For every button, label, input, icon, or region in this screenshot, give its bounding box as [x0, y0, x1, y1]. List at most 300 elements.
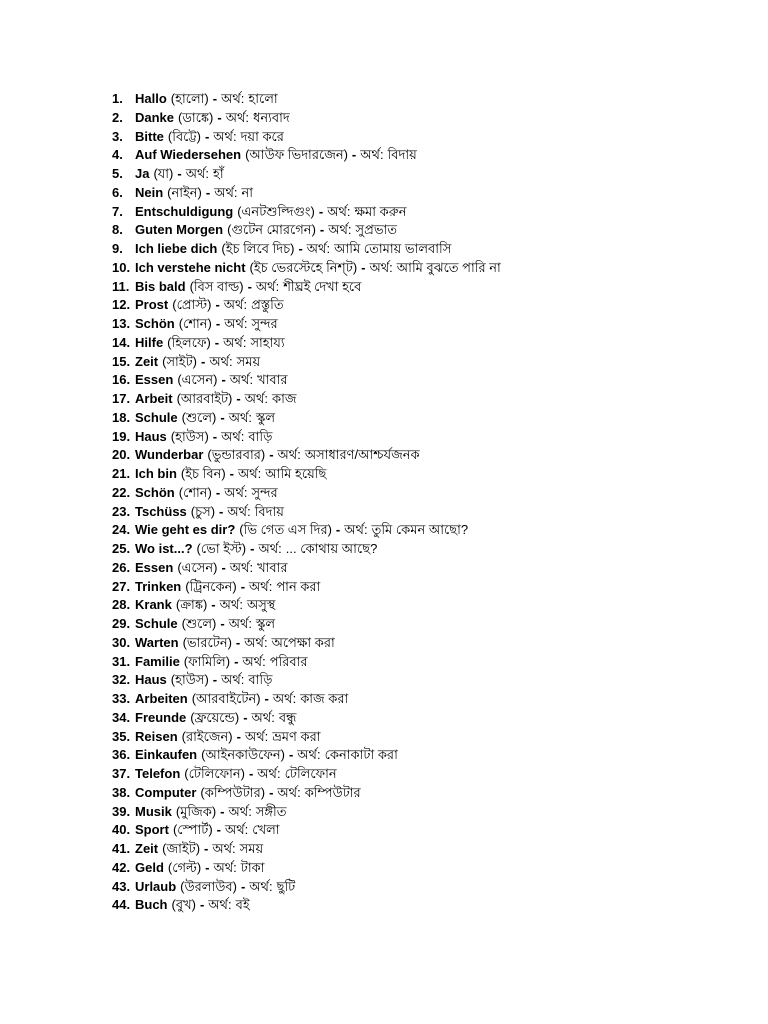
- meaning-label: অর্থ:: [255, 278, 280, 294]
- item-number: 4.: [112, 147, 123, 163]
- bengali-meaning: কাজ: [272, 391, 297, 406]
- german-word: Bis bald: [135, 278, 186, 294]
- bengali-meaning: হাঁ: [213, 166, 224, 181]
- item-number: 8.: [112, 222, 123, 238]
- separator-dash: -: [215, 297, 220, 313]
- pronunciation: (ট্রিনকেন): [185, 578, 237, 594]
- bengali-meaning: ধন্যবাদ: [253, 109, 290, 125]
- vocab-item: [112, 878, 501, 897]
- separator-dash: -: [216, 822, 221, 838]
- meaning-label: অর্থ:: [221, 672, 245, 688]
- vocab-item: [112, 446, 501, 465]
- meaning-label: অর্থ:: [212, 841, 236, 856]
- vocab-item: [112, 334, 501, 353]
- pronunciation: (ভি গেত এস দির): [239, 522, 332, 538]
- item-number: 37.: [112, 766, 131, 781]
- pronunciation: (শোন): [178, 484, 212, 500]
- separator-dash: -: [240, 878, 246, 894]
- separator-dash: -: [247, 278, 252, 294]
- separator-dash: -: [235, 634, 241, 650]
- vocab-item: [112, 203, 501, 222]
- german-word: Telefon: [135, 766, 181, 781]
- separator-dash: -: [215, 484, 221, 500]
- pronunciation: (শোন): [178, 316, 212, 331]
- meaning-label: অর্থ:: [328, 222, 352, 238]
- separator-dash: -: [204, 841, 209, 856]
- meaning-label: অর্থ:: [297, 747, 321, 763]
- item-number: 2.: [112, 109, 123, 125]
- bengali-meaning: হালো: [248, 91, 278, 106]
- pronunciation: (এনটশুল্দিগুং): [237, 203, 315, 219]
- item-number: 23.: [112, 503, 131, 519]
- bengali-meaning: আমি তোমায় ভালবাসি: [334, 241, 452, 256]
- item-number: 35.: [112, 728, 131, 744]
- bengali-meaning: অসাধারণ/আশ্চর্যজনক: [304, 447, 420, 463]
- item-number: 30.: [112, 634, 131, 650]
- separator-dash: -: [219, 503, 224, 519]
- pronunciation: (ইচ ভেরস্টেহে নিশ্ট): [249, 259, 358, 275]
- german-word: Familie: [135, 653, 180, 669]
- bengali-meaning: স্কুল: [256, 616, 276, 631]
- vocab-item: [112, 390, 501, 409]
- vocab-item: [112, 615, 501, 634]
- bengali-meaning: ছুটি: [276, 878, 296, 894]
- vocab-item: [112, 240, 501, 259]
- vocab-item: [112, 671, 501, 690]
- pronunciation: (আইনকাউফেন): [201, 747, 285, 763]
- item-number: 36.: [112, 747, 131, 763]
- separator-dash: -: [212, 428, 218, 444]
- separator-dash: -: [211, 597, 216, 613]
- item-number: 1.: [112, 91, 123, 106]
- pronunciation: (ডাঙ্কে): [178, 109, 214, 125]
- german-word: Hallo: [135, 91, 167, 106]
- bengali-meaning: বিদায়: [254, 503, 284, 519]
- item-number: 27.: [112, 578, 131, 594]
- bengali-meaning: কম্পিউটার: [304, 784, 361, 800]
- separator-dash: -: [221, 559, 226, 575]
- pronunciation: (ইচ বিন): [180, 466, 226, 481]
- meaning-label: অর্থ:: [238, 466, 262, 481]
- pronunciation: (গুটেন মোরগেন): [227, 222, 316, 238]
- separator-dash: -: [269, 784, 274, 800]
- pronunciation: (হাউস): [170, 428, 209, 444]
- german-word: Schön: [135, 484, 175, 500]
- bengali-meaning: খাবার: [257, 372, 288, 388]
- meaning-label: অর্থ:: [208, 897, 232, 913]
- pronunciation: (আউফ ভিদারজেন): [245, 147, 348, 163]
- german-word: Schule: [135, 409, 178, 425]
- meaning-label: অর্থ:: [228, 409, 253, 425]
- bengali-meaning: ... কোথায় আছে?: [285, 541, 378, 556]
- separator-dash: -: [250, 541, 255, 556]
- pronunciation: (মুজিক): [175, 803, 217, 819]
- bengali-meaning: অপেক্ষা করা: [271, 634, 335, 650]
- vocab-item: [112, 259, 501, 278]
- item-number: 5.: [112, 166, 123, 181]
- vocab-item: [112, 784, 501, 803]
- pronunciation: (হালো): [170, 91, 209, 106]
- pronunciation: (ক্রাঙ্ক): [175, 597, 208, 613]
- pronunciation: (রাইজেন): [181, 728, 233, 744]
- meaning-label: অর্থ:: [242, 653, 266, 669]
- german-word: Essen: [135, 372, 174, 388]
- meaning-label: অর্থ:: [244, 634, 268, 650]
- vocab-item: [112, 465, 501, 484]
- meaning-label: অর্থ:: [228, 616, 253, 631]
- vocab-list: [112, 90, 501, 915]
- separator-dash: -: [220, 803, 225, 819]
- german-word: Geld: [135, 859, 164, 875]
- pronunciation: (বিট্টে): [167, 128, 201, 144]
- item-number: 38.: [112, 784, 131, 800]
- pronunciation: (চুস): [190, 503, 216, 519]
- separator-dash: -: [205, 859, 210, 875]
- bengali-meaning: সঙ্গীত: [255, 803, 287, 819]
- pronunciation: (স্পোর্ট): [172, 822, 213, 838]
- separator-dash: -: [212, 672, 218, 688]
- meaning-label: অর্থ:: [219, 597, 243, 613]
- german-word: Hilfe: [135, 334, 164, 350]
- bengali-meaning: সময়: [239, 841, 264, 856]
- pronunciation: (ভারটেন): [182, 634, 232, 650]
- german-word: Prost: [135, 297, 169, 313]
- vocab-item: [112, 371, 501, 390]
- pronunciation: (হাউস): [170, 672, 209, 688]
- item-number: 31.: [112, 653, 131, 669]
- vocab-item: [112, 221, 501, 240]
- german-word: Einkaufen: [135, 747, 198, 763]
- vocab-item: [112, 503, 501, 522]
- pronunciation: (যা): [153, 166, 174, 181]
- meaning-label: অর্থ:: [213, 128, 237, 144]
- vocab-item: [112, 746, 501, 765]
- vocab-item: [112, 765, 501, 784]
- german-word: Warten: [135, 634, 179, 650]
- pronunciation: (এসেন): [177, 559, 218, 575]
- bengali-meaning: টেলিফোন: [284, 766, 337, 781]
- separator-dash: -: [335, 522, 341, 538]
- vocab-item: [112, 521, 501, 540]
- vocab-item: [112, 859, 501, 878]
- pronunciation: (এসেন): [177, 372, 218, 388]
- bengali-meaning: প্রস্তুতি: [251, 297, 284, 313]
- meaning-label: অর্থ:: [229, 372, 254, 388]
- separator-dash: -: [214, 334, 220, 350]
- german-word: Ich verstehe nicht: [135, 259, 246, 275]
- bengali-meaning: সাহায্য: [250, 334, 285, 350]
- meaning-label: অর্থ:: [224, 316, 248, 331]
- bengali-meaning: কাজ করা: [300, 691, 349, 706]
- bengali-meaning: শীঘ্রই দেখা হবে: [283, 278, 362, 294]
- vocab-item: [112, 184, 501, 203]
- vocab-item: [112, 821, 501, 840]
- german-word: Schule: [135, 616, 178, 631]
- bengali-meaning: বাড়ি: [248, 672, 273, 688]
- german-word: Entschuldigung: [135, 203, 234, 219]
- bengali-meaning: সময়: [236, 353, 261, 369]
- meaning-label: অর্থ:: [221, 428, 245, 444]
- meaning-label: অর্থ:: [306, 241, 331, 256]
- item-number: 39.: [112, 803, 131, 819]
- german-word: Haus: [135, 672, 167, 688]
- bengali-meaning: বাড়ি: [248, 428, 273, 444]
- meaning-label: অর্থ:: [360, 147, 384, 163]
- german-word: Wo ist...?: [135, 541, 193, 556]
- meaning-label: অর্থ:: [214, 184, 238, 200]
- bengali-meaning: কেনাকাটা করা: [324, 747, 398, 763]
- german-word: Zeit: [135, 353, 159, 369]
- separator-dash: -: [201, 353, 206, 369]
- vocab-item: [112, 559, 501, 578]
- german-word: Freunde: [135, 709, 187, 725]
- vocab-item: [112, 90, 501, 109]
- german-word: Ich bin: [135, 466, 177, 481]
- item-number: 21.: [112, 466, 131, 481]
- separator-dash: -: [351, 147, 357, 163]
- pronunciation: (বিস বাল্ড): [189, 278, 244, 294]
- bengali-meaning: ক্ষমা করুন: [354, 203, 407, 219]
- bengali-meaning: না: [241, 184, 254, 200]
- vocab-item: [112, 803, 501, 822]
- vocab-item: [112, 146, 501, 165]
- german-word: Guten Morgen: [135, 222, 224, 238]
- german-word: Buch: [135, 897, 168, 913]
- item-number: 12.: [112, 297, 131, 313]
- pronunciation: (ভো ইস্ট): [196, 541, 247, 556]
- meaning-label: অর্থ:: [277, 784, 301, 800]
- vocab-item: [112, 409, 501, 428]
- vocab-item: [112, 540, 501, 559]
- bengali-meaning: বন্ধু: [278, 709, 297, 725]
- meaning-label: অর্থ:: [213, 859, 237, 875]
- pronunciation: (জাইট): [162, 841, 201, 856]
- item-number: 14.: [112, 334, 131, 350]
- pronunciation: (টেলিফোন): [184, 766, 245, 781]
- bengali-meaning: বই: [235, 897, 250, 913]
- german-word: Ja: [135, 166, 150, 181]
- german-word: Nein: [135, 184, 164, 200]
- vocab-item: [112, 690, 501, 709]
- item-number: 3.: [112, 128, 123, 144]
- vocab-item: [112, 840, 501, 859]
- meaning-label: অর্থ:: [272, 691, 297, 706]
- separator-dash: -: [288, 747, 294, 763]
- pronunciation: (নাইন): [167, 184, 202, 200]
- vocab-item: [112, 165, 501, 184]
- meaning-label: অর্থ:: [251, 709, 275, 725]
- item-number: 41.: [112, 841, 131, 856]
- meaning-label: অর্থ:: [229, 559, 254, 575]
- separator-dash: -: [229, 466, 234, 481]
- meaning-label: অর্থ:: [225, 822, 249, 838]
- bengali-meaning: সুপ্রভাত: [355, 222, 398, 238]
- item-number: 17.: [112, 391, 131, 406]
- vocab-item: [112, 484, 501, 503]
- separator-dash: -: [236, 391, 241, 406]
- vocab-item: [112, 353, 501, 372]
- separator-dash: -: [217, 109, 222, 125]
- item-number: 24.: [112, 522, 131, 538]
- pronunciation: (হিলফে): [167, 334, 211, 350]
- meaning-label: অর্থ:: [257, 766, 281, 781]
- separator-dash: -: [177, 166, 182, 181]
- item-number: 18.: [112, 409, 131, 425]
- separator-dash: -: [243, 709, 248, 725]
- bengali-meaning: ভ্রমণ করা: [272, 728, 321, 744]
- meaning-label: অর্থ:: [227, 503, 251, 519]
- pronunciation: (আরবাইটেন): [191, 691, 261, 706]
- meaning-label: অর্থ:: [249, 878, 273, 894]
- item-number: 43.: [112, 878, 131, 894]
- separator-dash: -: [269, 447, 274, 463]
- item-number: 11.: [112, 278, 130, 294]
- item-number: 25.: [112, 541, 131, 556]
- separator-dash: -: [264, 691, 269, 706]
- meaning-label: অর্থ:: [228, 803, 252, 819]
- bengali-meaning: বিদায়: [387, 147, 417, 163]
- german-word: Essen: [135, 559, 174, 575]
- bengali-meaning: তুমি কেমন আছো?: [371, 522, 469, 538]
- item-number: 28.: [112, 597, 131, 613]
- pronunciation: (আরবাইট): [176, 391, 233, 406]
- meaning-label: অর্থ:: [225, 109, 250, 125]
- item-number: 26.: [112, 559, 131, 575]
- meaning-label: অর্থ:: [244, 391, 269, 406]
- german-word: Zeit: [135, 841, 159, 856]
- item-number: 15.: [112, 353, 131, 369]
- meaning-label: অর্থ:: [244, 728, 269, 744]
- item-number: 20.: [112, 447, 131, 463]
- vocab-item: [112, 109, 501, 128]
- separator-dash: -: [205, 184, 211, 200]
- bengali-meaning: সুন্দর: [251, 316, 278, 331]
- vocab-item: [112, 709, 501, 728]
- separator-dash: -: [318, 203, 324, 219]
- item-number: 32.: [112, 672, 131, 688]
- bengali-meaning: দয়া করে: [240, 128, 284, 144]
- german-word: Arbeit: [135, 391, 173, 406]
- meaning-label: অর্থ:: [209, 353, 233, 369]
- item-number: 19.: [112, 428, 131, 444]
- item-number: 33.: [112, 691, 131, 706]
- vocab-item: [112, 896, 501, 915]
- german-word: Ich liebe dich: [135, 241, 218, 256]
- vocab-item: [112, 278, 501, 297]
- meaning-label: অর্থ:: [277, 447, 301, 463]
- meaning-label: অর্থ:: [249, 578, 273, 594]
- item-number: 42.: [112, 859, 131, 875]
- german-word: Musik: [135, 803, 172, 819]
- separator-dash: -: [319, 222, 325, 238]
- pronunciation: (উরলাউব): [180, 878, 237, 894]
- item-number: 10.: [112, 259, 131, 275]
- bengali-meaning: অসুস্থ: [246, 597, 276, 613]
- meaning-label: অর্থ:: [344, 522, 368, 538]
- vocab-item: [112, 653, 501, 672]
- vocab-item: [112, 296, 501, 315]
- bengali-meaning: সুন্দর: [251, 484, 278, 500]
- german-word: Computer: [135, 784, 197, 800]
- item-number: 16.: [112, 372, 131, 388]
- meaning-label: অর্থ:: [327, 203, 351, 219]
- item-number: 29.: [112, 616, 131, 631]
- bengali-meaning: পরিবার: [269, 653, 308, 669]
- separator-dash: -: [220, 409, 225, 425]
- german-word: Tschüss: [135, 503, 187, 519]
- meaning-label: অর্থ:: [223, 297, 248, 313]
- german-word: Trinken: [135, 578, 182, 594]
- pronunciation: (প্রোস্ট): [172, 297, 212, 313]
- german-word: Reisen: [135, 728, 178, 744]
- item-number: 34.: [112, 709, 131, 725]
- german-word: Wunderbar: [135, 447, 204, 463]
- pronunciation: (শুলে): [181, 616, 217, 631]
- item-number: 40.: [112, 822, 131, 838]
- german-word: Wie geht es dir?: [135, 522, 236, 538]
- meaning-label: অর্থ:: [221, 91, 245, 106]
- vocab-item: [112, 634, 501, 653]
- separator-dash: -: [221, 372, 226, 388]
- meaning-label: অর্থ:: [258, 541, 282, 556]
- german-word: Sport: [135, 822, 169, 838]
- separator-dash: -: [248, 766, 254, 781]
- item-number: 7.: [112, 203, 123, 219]
- german-word: Krank: [135, 597, 172, 613]
- pronunciation: (ইচ লিবে দিচ): [221, 241, 295, 256]
- separator-dash: -: [199, 897, 205, 913]
- item-number: 22.: [112, 484, 131, 500]
- vocab-item: [112, 578, 501, 597]
- pronunciation: (শুলে): [181, 409, 217, 425]
- pronunciation: (কম্পিউটার): [200, 784, 266, 800]
- bengali-meaning: আমি হয়েছি: [265, 466, 327, 481]
- german-word: Bitte: [135, 128, 164, 144]
- separator-dash: -: [298, 241, 303, 256]
- item-number: 13.: [112, 316, 131, 331]
- german-word: Schön: [135, 316, 175, 331]
- german-word: Haus: [135, 428, 167, 444]
- separator-dash: -: [220, 616, 225, 631]
- separator-dash: -: [234, 653, 239, 669]
- meaning-label: অর্থ:: [369, 259, 393, 275]
- vocab-item: [112, 596, 501, 615]
- bengali-meaning: খেলা: [252, 822, 280, 838]
- german-word: Urlaub: [135, 878, 177, 894]
- bengali-meaning: স্কুল: [256, 409, 276, 425]
- item-number: 44.: [112, 897, 131, 913]
- item-number: 9.: [112, 241, 123, 256]
- pronunciation: (বুখ): [171, 897, 196, 913]
- german-word: Arbeiten: [135, 691, 188, 706]
- item-number: 6.: [112, 184, 123, 200]
- separator-dash: -: [236, 728, 241, 744]
- vocab-item: [112, 728, 501, 747]
- pronunciation: (ফ্রয়েন্ডে): [190, 709, 240, 725]
- meaning-label: অর্থ:: [224, 484, 248, 500]
- bengali-meaning: আমি বুঝতে পারি না: [396, 259, 501, 275]
- german-word: Danke: [135, 109, 175, 125]
- meaning-label: অর্থ:: [223, 334, 247, 350]
- bengali-meaning: খাবার: [257, 559, 288, 575]
- meaning-label: অর্থ:: [185, 166, 210, 181]
- separator-dash: -: [215, 316, 221, 331]
- bengali-meaning: পান করা: [276, 578, 321, 594]
- separator-dash: -: [240, 578, 246, 594]
- separator-dash: -: [361, 259, 366, 275]
- vocab-item: [112, 315, 501, 334]
- separator-dash: -: [212, 91, 218, 106]
